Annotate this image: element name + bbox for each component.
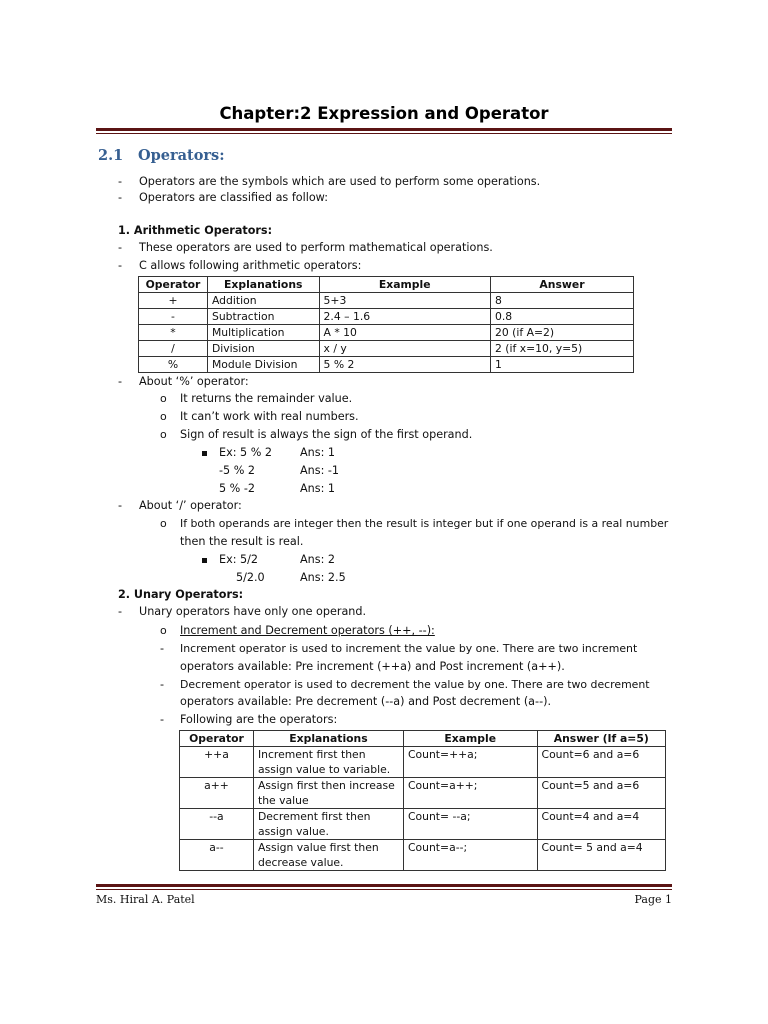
dec-desc: Decrement operator is used to decrement the value by one. There are two decrement — [180, 678, 650, 691]
table-cell: --a — [180, 809, 254, 840]
dash-bullet: - — [118, 259, 123, 272]
dash-bullet: - — [118, 605, 123, 618]
unary-point: Unary operators have only one operand. — [139, 605, 367, 618]
example-expr: 5/2.0 — [236, 571, 265, 584]
footer-rule — [96, 884, 672, 890]
table-cell: ++a — [180, 747, 254, 778]
div-about: About ‘/’ operator: — [139, 499, 242, 512]
table-cell: Assign first then increase the value — [253, 778, 403, 809]
table-cell: Count=a++; — [403, 778, 537, 809]
circle-bullet: o — [160, 428, 167, 441]
table-cell: a-- — [180, 840, 254, 871]
table-cell: Decrement first then assign value. — [253, 809, 403, 840]
table-row — [139, 293, 634, 309]
unary-heading: 2. Unary Operators: — [118, 588, 244, 601]
section-heading — [98, 147, 225, 164]
table-cell: Count= --a; — [403, 809, 537, 840]
inc-dec-subheading: Increment and Decrement operators (++, --): — [180, 624, 435, 637]
table-cell: x / y — [319, 341, 490, 357]
circle-bullet: o — [160, 410, 167, 423]
following-text: Following are the operators: — [180, 713, 338, 726]
dash-bullet: - — [118, 375, 123, 388]
table-cell: Assign value first then decrease value. — [253, 840, 403, 871]
table-cell: Division — [207, 341, 319, 357]
table-cell: Multiplication — [207, 325, 319, 341]
example-answer: Ans: 2.5 — [300, 571, 346, 584]
table-header: Example — [319, 277, 490, 293]
dash-bullet: - — [118, 499, 123, 512]
dash-bullet: - — [160, 678, 165, 691]
table-header: Explanations — [253, 731, 403, 747]
div-point-cont: then the result is real. — [180, 535, 304, 548]
inc-desc-cont: operators available: Pre increment (++a) and Post increment (a++). — [180, 660, 565, 673]
table-row — [139, 341, 634, 357]
table-header: Answer — [490, 277, 633, 293]
example-answer: Ans: 1 — [300, 482, 336, 495]
div-point: If both operands are integer then the result is integer but if one operand is a real number — [180, 517, 669, 530]
mod-point: Sign of result is always the sign of the first operand. — [180, 428, 473, 441]
square-bullet — [202, 451, 207, 456]
circle-bullet: o — [160, 392, 167, 405]
intro-line: Operators are the symbols which are used to perform some operations. — [139, 175, 541, 188]
table-cell: 2 (if x=10, y=5) — [490, 341, 633, 357]
dash-bullet: - — [160, 713, 165, 726]
table-row — [180, 840, 666, 871]
table-cell: Count=6 and a=6 — [537, 747, 665, 778]
table-cell: Addition — [207, 293, 319, 309]
table-cell: 0.8 — [490, 309, 633, 325]
mod-point: It returns the remainder value. — [180, 392, 353, 405]
arith-point: These operators are used to perform mathematical operations. — [139, 241, 493, 254]
table-cell: 2.4 – 1.6 — [319, 309, 490, 325]
table-cell: a++ — [180, 778, 254, 809]
table-cell: + — [139, 293, 208, 309]
section-title: Operators: — [138, 147, 225, 164]
table-header: Operator — [139, 277, 208, 293]
arith-point: C allows following arithmetic operators: — [139, 259, 362, 272]
circle-bullet: o — [160, 624, 167, 637]
example-answer: Ans: 2 — [300, 553, 336, 566]
example-answer: Ans: 1 — [300, 446, 336, 459]
table-cell: % — [139, 357, 208, 373]
table-cell: 5+3 — [319, 293, 490, 309]
footer-author: Ms. Hiral A. Patel — [96, 893, 195, 906]
table-cell: 20 (if A=2) — [490, 325, 633, 341]
table-row — [139, 357, 634, 373]
table-cell: - — [139, 309, 208, 325]
dash-bullet: - — [160, 642, 165, 655]
table-cell: 8 — [490, 293, 633, 309]
example-expr: -5 % 2 — [219, 464, 256, 477]
table-cell: * — [139, 325, 208, 341]
arithmetic-table — [138, 276, 634, 373]
dash-bullet: - — [118, 191, 123, 204]
table-cell: Count=4 and a=4 — [537, 809, 665, 840]
mod-about: About ‘%’ operator: — [139, 375, 249, 388]
arithmetic-heading: 1. Arithmetic Operators: — [118, 224, 273, 237]
table-header: Answer (If a=5) — [537, 731, 665, 747]
table-cell: Subtraction — [207, 309, 319, 325]
table-header: Operator — [180, 731, 254, 747]
table-cell: Count=++a; — [403, 747, 537, 778]
table-header-row — [139, 277, 634, 293]
table-cell: Module Division — [207, 357, 319, 373]
chapter-title: Chapter:2 Expression and Operator — [219, 104, 549, 123]
table-header-row — [180, 731, 666, 747]
example-expr: 5 % -2 — [219, 482, 256, 495]
unary-table — [179, 730, 666, 871]
table-row — [139, 309, 634, 325]
table-row — [180, 778, 666, 809]
section-number: 2.1 — [98, 147, 124, 164]
mod-point: It can’t work with real numbers. — [180, 410, 359, 423]
example-expr: Ex: 5 % 2 — [219, 446, 272, 459]
table-cell: Increment first then assign value to variable. — [253, 747, 403, 778]
square-bullet — [202, 558, 207, 563]
intro-line: Operators are classified as follow: — [139, 191, 328, 204]
table-header: Example — [403, 731, 537, 747]
table-row — [180, 747, 666, 778]
inc-desc: Increment operator is used to increment the value by one. There are two increment — [180, 642, 638, 655]
footer-page-number: Page 1 — [634, 893, 672, 906]
table-cell: / — [139, 341, 208, 357]
table-header: Explanations — [207, 277, 319, 293]
table-row — [139, 325, 634, 341]
dec-desc-cont: operators available: Pre decrement (--a) and Post decrement (a--). — [180, 695, 552, 708]
table-cell: A * 10 — [319, 325, 490, 341]
table-cell: Count= 5 and a=4 — [537, 840, 665, 871]
table-row — [180, 809, 666, 840]
dash-bullet: - — [118, 175, 123, 188]
title-rule — [96, 128, 672, 134]
table-cell: 5 % 2 — [319, 357, 490, 373]
example-expr: Ex: 5/2 — [219, 553, 259, 566]
circle-bullet: o — [160, 517, 167, 530]
example-answer: Ans: -1 — [300, 464, 340, 477]
table-cell: 1 — [490, 357, 633, 373]
dash-bullet: - — [118, 241, 123, 254]
table-cell: Count=5 and a=6 — [537, 778, 665, 809]
table-cell: Count=a--; — [403, 840, 537, 871]
